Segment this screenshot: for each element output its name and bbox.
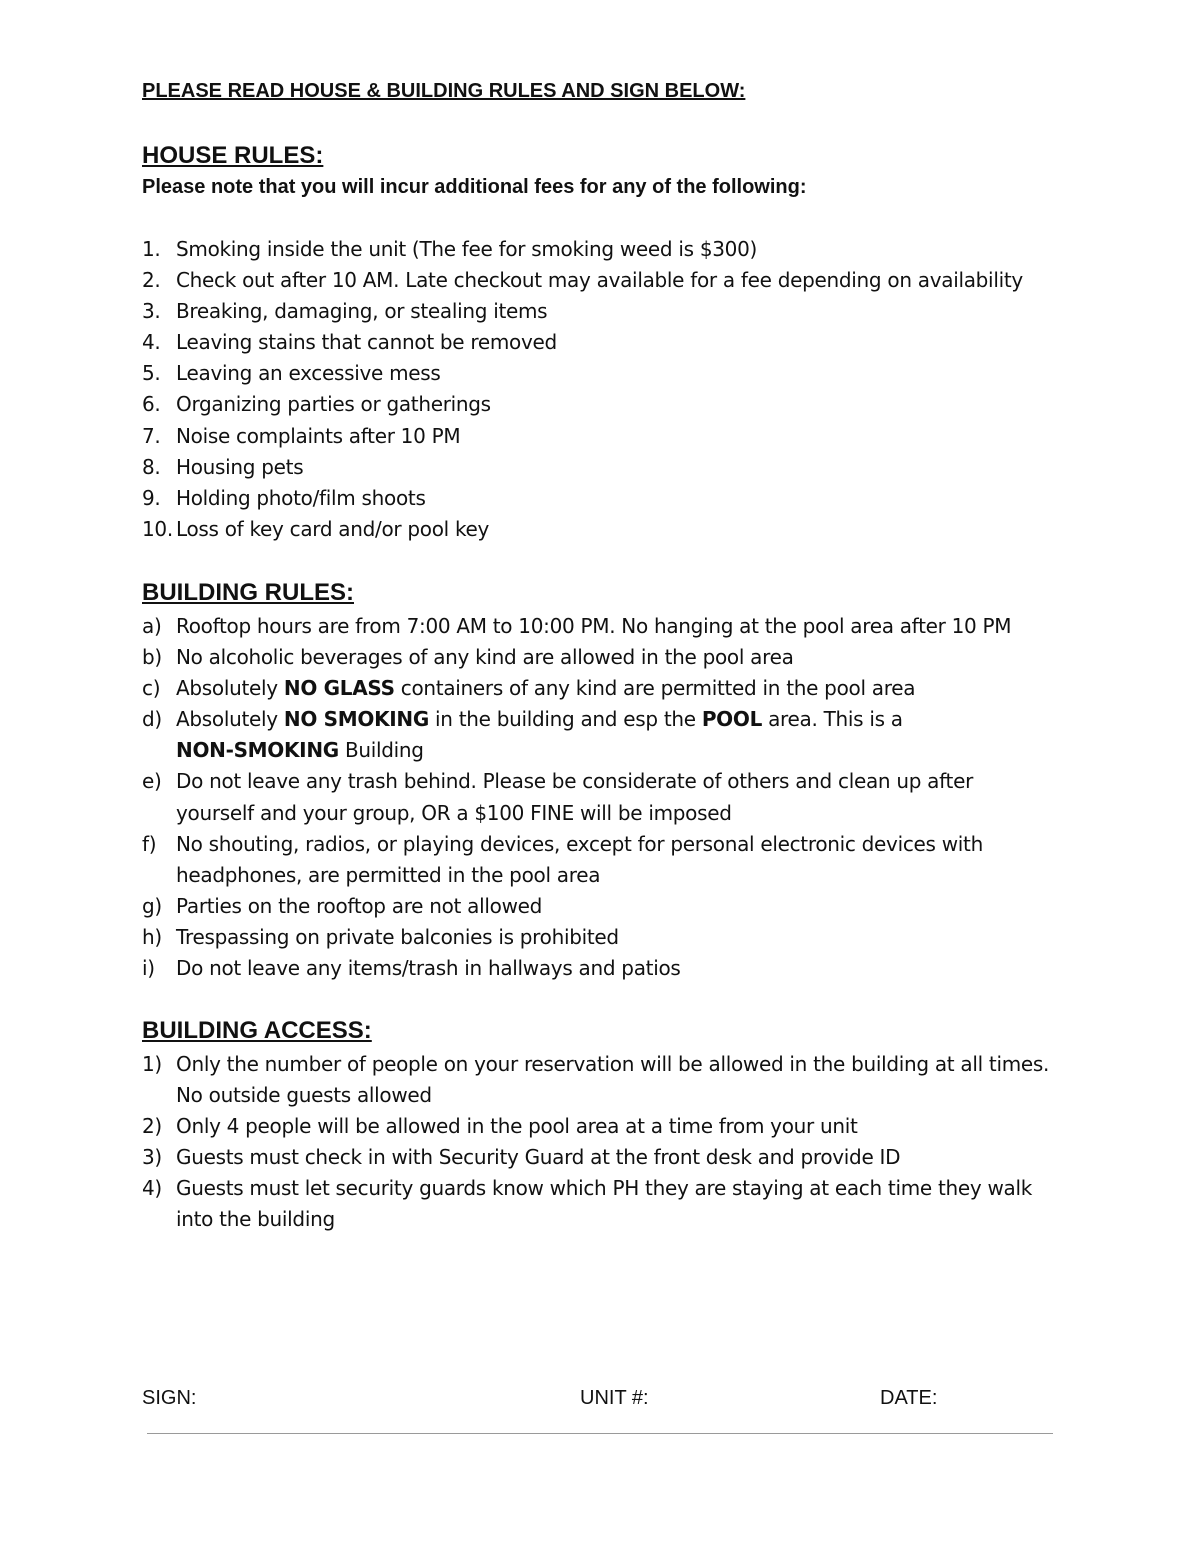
unit-label: UNIT #:: [580, 1387, 649, 1409]
list-item: 2. Check out after 10 AM. Late checkout may available for a fee depending on availability: [142, 268, 1023, 293]
building-access-title: BUILDING ACCESS:: [142, 1017, 372, 1044]
list-item: 5. Leaving an excessive mess: [142, 361, 441, 386]
list-item: 4) Guests must let security guards know which PH they are staying at each time they walk into the building: [142, 1176, 1033, 1232]
list-item: 3. Breaking, damaging, or stealing items: [142, 299, 548, 324]
list-item: a) Rooftop hours are from 7:00 AM to 10:00 PM. No hanging at the pool area after 10 PM: [142, 614, 1012, 638]
building-rules-list: [142, 611, 1011, 984]
list-item: 2) Only 4 people will be allowed in the pool area at a time from your unit: [142, 1114, 858, 1139]
building-access-list: [142, 1049, 1049, 1236]
list-item: c) Absolutely NO GLASS containers of any kind are permitted in the pool area: [142, 676, 916, 701]
list-item: 1) Only the number of people on your reservation will be allowed in the building at all times. No outside guests allowed: [142, 1052, 1050, 1108]
list-item: e) Do not leave any trash behind. Please be considerate of others and clean up after yourself and your group, OR a $100 FINE will be imposed: [142, 769, 973, 825]
list-item: 9. Holding photo/film shoots: [142, 485, 426, 510]
house-rules-list: [142, 234, 1023, 545]
list-item: 7. Noise complaints after 10 PM: [142, 423, 461, 448]
list-item: f) No shouting, radios, or playing devices, except for personal electronic devices with headphones, are permitted in the pool area: [142, 831, 983, 887]
list-item: 8. Housing pets: [142, 454, 304, 479]
list-item: h) Trespassing on private balconies is prohibited: [142, 924, 619, 949]
list-item: 3) Guests must check in with Security Guard at the front desk and provide ID: [142, 1145, 901, 1170]
list-item: 6. Organizing parties or gatherings: [142, 392, 491, 417]
list-item: 4. Leaving stains that cannot be removed: [142, 330, 557, 355]
date-label: DATE:: [880, 1387, 938, 1409]
list-item: d) Absolutely NO SMOKING in the building and esp the POOL area. This is a NON-SMOKING Building: [142, 707, 903, 763]
house-rules-note: Please note that you will incur additional fees for any of the following:: [142, 176, 807, 198]
sign-label: SIGN:: [142, 1387, 197, 1409]
list-item: b) No alcoholic beverages of any kind are allowed in the pool area: [142, 645, 794, 670]
list-item: 1. Smoking inside the unit (The fee for smoking weed is $300): [142, 237, 758, 261]
house-rules-title: HOUSE RULES:: [142, 142, 324, 169]
signature-line: [147, 1433, 1053, 1434]
building-rules-title: BUILDING RULES:: [142, 579, 354, 606]
list-item: 10. Loss of key card and/or pool key: [142, 516, 490, 541]
list-item: i) Do not leave any items/trash in hallways and patios: [142, 956, 681, 981]
list-item: g) Parties on the rooftop are not allowed: [142, 893, 543, 918]
document-heading: PLEASE READ HOUSE & BUILDING RULES AND SIGN BELOW:: [142, 80, 746, 102]
